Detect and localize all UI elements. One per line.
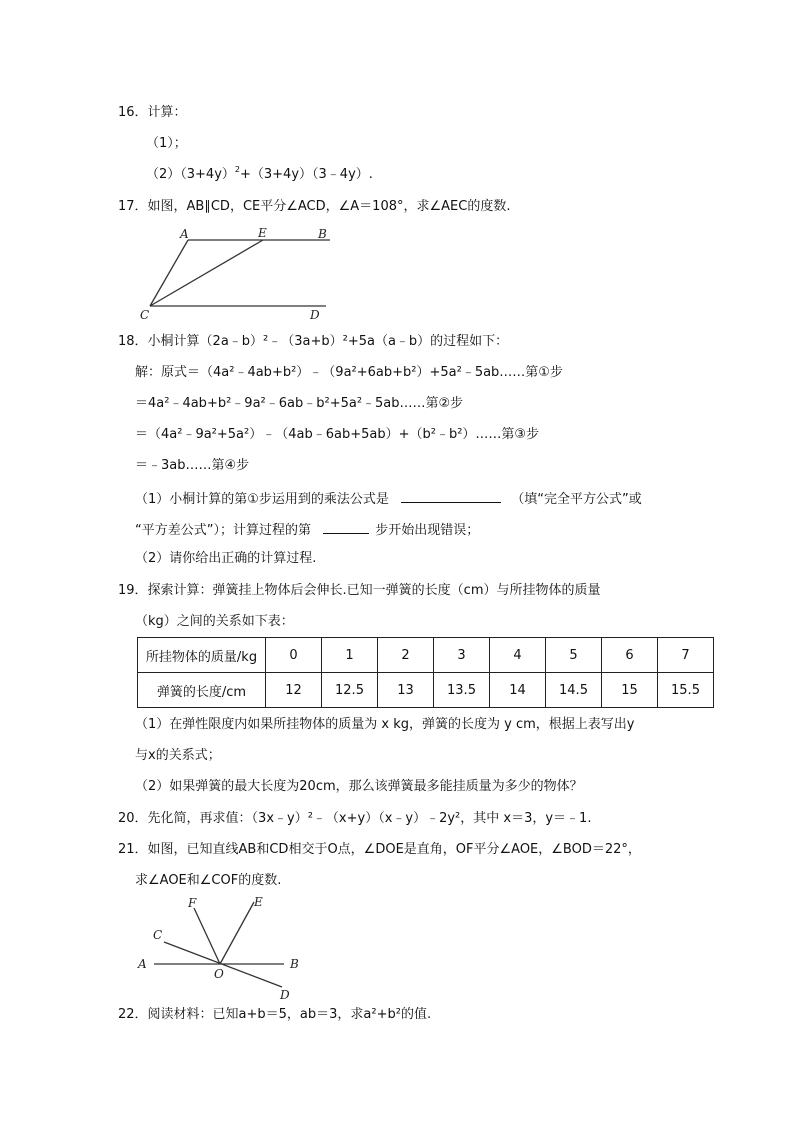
table-cell: 14.5: [546, 673, 602, 708]
q16-exp: 2: [234, 165, 240, 174]
table-cell: 13.5: [434, 673, 490, 708]
ray-oe: [220, 902, 254, 964]
table-cell: 14: [490, 673, 546, 708]
answer-blank-formula[interactable]: [401, 488, 501, 503]
q18-step3: ＝（4a²﹣9a²+5a²）﹣（4ab﹣6ab+5ab）+（b²﹣b²）……第③步: [135, 427, 540, 442]
table-head-length: 弹簧的长度/cm: [138, 673, 266, 708]
line-ce: [150, 240, 263, 306]
table-cell: 13: [378, 673, 434, 708]
label-d: D: [280, 988, 290, 1002]
table-cell: 2: [378, 638, 434, 673]
label-b: B: [318, 227, 327, 241]
q18-sub1-line2: [135, 519, 479, 540]
table-cell: 5: [546, 638, 602, 673]
label-o: O: [214, 967, 224, 981]
q16-part2-a: （2）（3+4y）: [146, 167, 235, 182]
q17-title: 17．如图，AB∥CD，CE平分∠ACD，∠A＝108°，求∠AEC的度数.: [118, 199, 511, 214]
q16-part2: [146, 166, 373, 184]
q19-title2: （kg）之间的关系如下表：: [135, 614, 294, 629]
q18-step4: ＝﹣3ab……第④步: [135, 458, 250, 473]
table-cell: 0: [266, 638, 322, 673]
table-cell: 15: [602, 673, 658, 708]
spring-table: [137, 637, 714, 708]
q21-title: 21．如图，已知直线AB和CD相交于O点，∠DOE是直角，OF平分∠AOE，∠BOD＝22°，: [118, 842, 641, 857]
q21-title2: 求∠AOE和∠COF的度数.: [135, 873, 282, 888]
q19-sub1: （1）在弹性限度内如果所挂物体的质量为 x kg，弹簧的长度为 y cm，根据上表写出y: [135, 717, 635, 732]
label-a: A: [180, 227, 189, 241]
q18-sub1-a: （1）小桐计算的第①步运用到的乘法公式是: [135, 492, 389, 507]
label-e: E: [254, 895, 263, 909]
table-head-mass: 所挂物体的质量/kg: [138, 638, 266, 673]
q16-part1: （1）；: [146, 136, 187, 151]
q18-title: 18．小桐计算（2a﹣b）²﹣（3a+b）²+5a（a﹣b）的过程如下：: [118, 334, 509, 349]
label-f: F: [188, 896, 197, 910]
label-c: C: [140, 308, 150, 322]
label-e: E: [258, 226, 267, 240]
table-cell: 7: [658, 638, 714, 673]
q18-sub1-d: 步开始出现错误；: [375, 523, 480, 538]
q16-part2-b: +（3+4y）（3﹣4y）.: [240, 167, 373, 182]
label-a: A: [138, 957, 147, 971]
label-b: B: [290, 957, 299, 971]
table-cell: 1: [322, 638, 378, 673]
q21-figure: [134, 892, 314, 1004]
table-cell: 12.5: [322, 673, 378, 708]
q19-sub1-cont: 与x的关系式；: [135, 748, 221, 763]
line-ca: [150, 240, 188, 306]
table-cell: 6: [602, 638, 658, 673]
q18-step2: ＝4a²﹣4ab+b²﹣9a²﹣6ab﹣b²+5a²﹣5ab……第②步: [135, 396, 464, 411]
label-c: C: [153, 928, 163, 942]
q20-text: 20．先化简，再求值：（3x﹣y）²﹣（x+y）（x﹣y）﹣2y²，其中 x＝3，y＝﹣1.: [118, 811, 592, 826]
q18-sub1-line1: [135, 488, 642, 509]
q18-sub1-b: （填“完全平方公式”或: [511, 492, 642, 507]
table-cell: 12: [266, 673, 322, 708]
q16-title: 16．计算：: [118, 105, 187, 120]
table-row-length: [138, 673, 714, 708]
q22-text: 22．阅读材料：已知a+b＝5，ab＝3，求a²+b²的值.: [118, 1007, 432, 1022]
q19-sub2: （2）如果弹簧的最大长度为20cm，那么该弹簧最多能挂质量为多少的物体？: [135, 779, 583, 794]
table-cell: 4: [490, 638, 546, 673]
q18-step1: 解：原式＝（4a²﹣4ab+b²）﹣（9a²+6ab+b²）+5a²﹣5ab……第①步: [135, 365, 563, 380]
label-d: D: [310, 308, 320, 322]
table-cell: 15.5: [658, 673, 714, 708]
table-cell: 3: [434, 638, 490, 673]
q19-title: 19．探索计算：弹簧挂上物体后会伸长.已知一弹簧的长度（cm）与所挂物体的质量: [118, 583, 601, 598]
table-row-mass: [138, 638, 714, 673]
q18-sub2: （2）请你给出正确的计算过程.: [135, 551, 317, 566]
answer-blank-step[interactable]: [323, 519, 369, 534]
q18-sub1-c: “平方差公式”）；计算过程的第: [135, 523, 311, 538]
q17-figure: [138, 224, 338, 324]
